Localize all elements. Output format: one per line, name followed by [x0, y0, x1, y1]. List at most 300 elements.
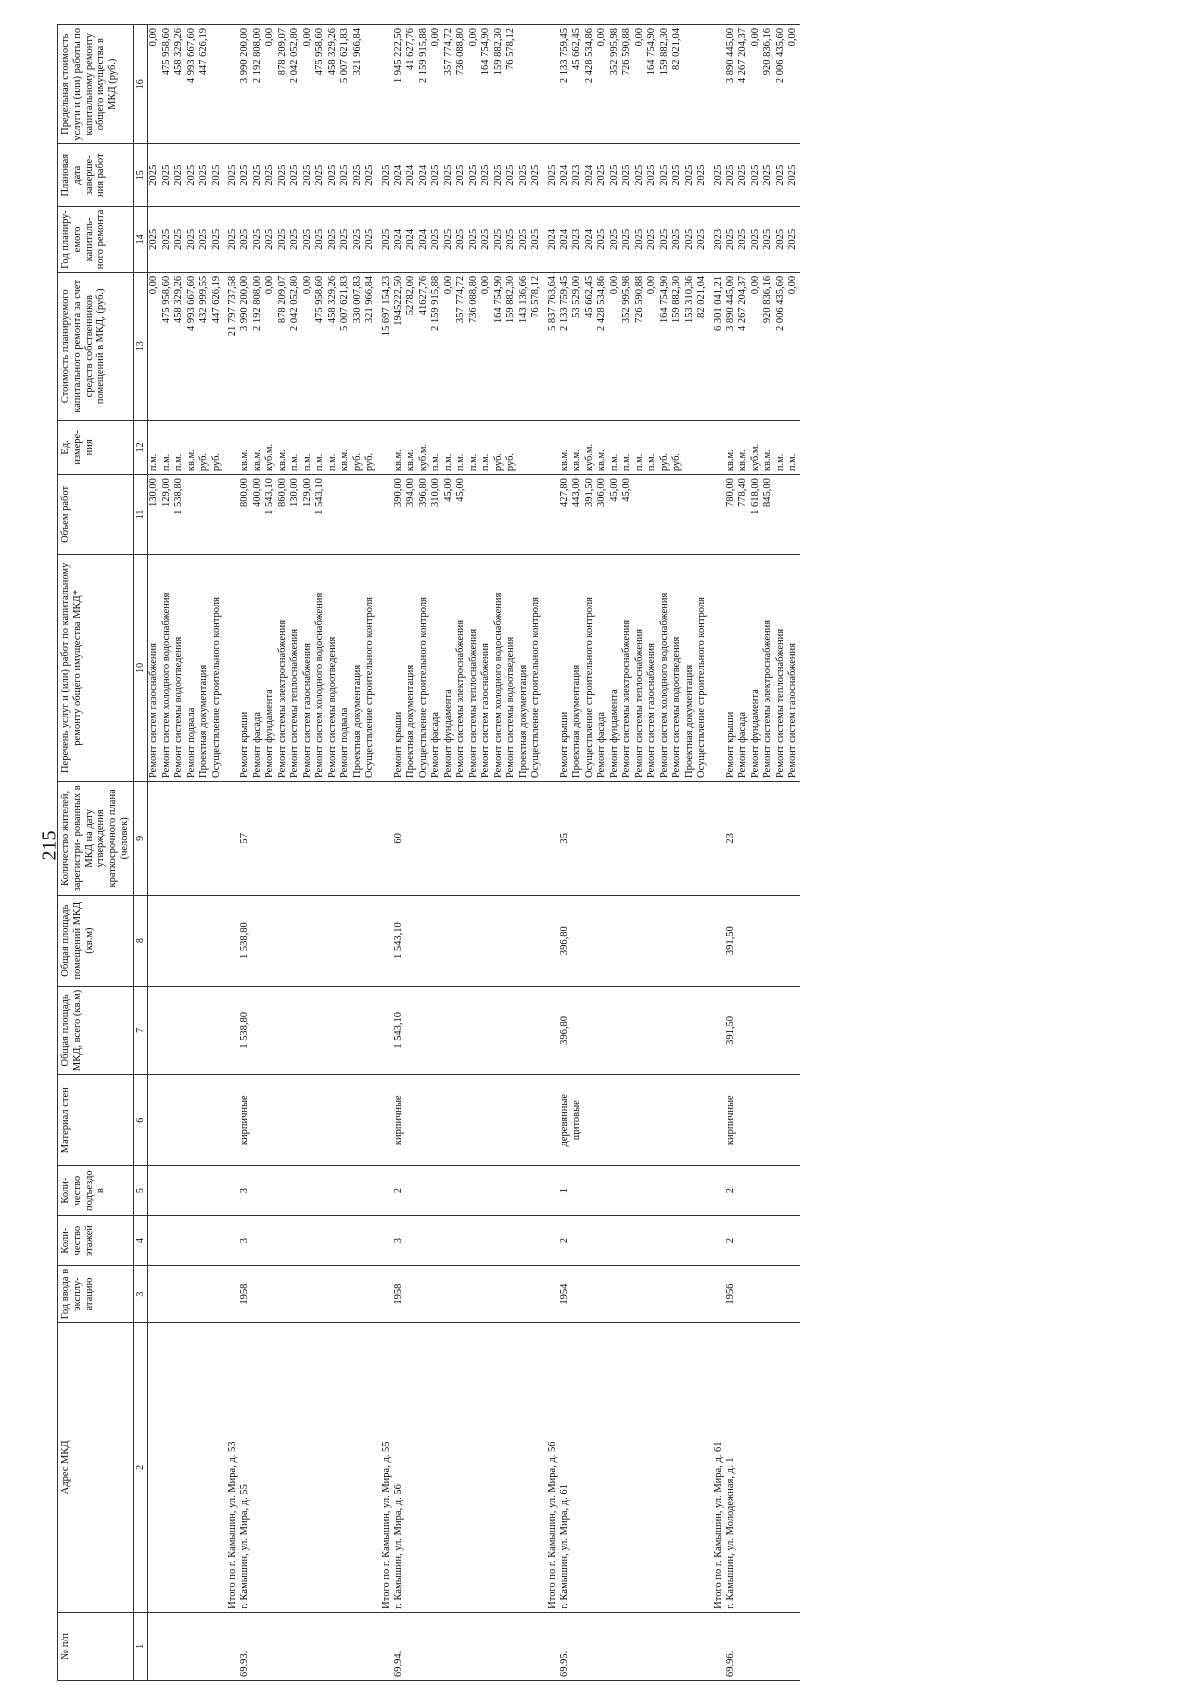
- empty-cell: [377, 1216, 393, 1266]
- unit-item: куб.м.: [264, 443, 276, 472]
- date-item: 2025: [301, 164, 313, 186]
- limit-item: 2 192 808,00: [251, 28, 263, 84]
- year-item: 2025: [148, 228, 159, 250]
- total-row: [223, 25, 239, 1681]
- work-item: Ремонт фасада: [737, 712, 749, 779]
- work-item: Ремонт крыши: [724, 711, 736, 779]
- residents-count: 57: [239, 782, 377, 896]
- empty-cell: [709, 475, 725, 555]
- total-row: [377, 25, 393, 1681]
- cost-item: 2 428 534,86: [596, 275, 608, 331]
- volume-item: 400,00: [251, 478, 263, 508]
- cost-item: 41627,76: [417, 275, 429, 316]
- year-item: 2025: [749, 228, 761, 250]
- empty-cell: [223, 420, 239, 475]
- area-rooms: 1 543,10: [393, 895, 543, 986]
- entrances-count: 3: [239, 1166, 377, 1216]
- work-item: Ремонт фасада: [251, 712, 263, 779]
- entrances-count: [148, 1166, 224, 1216]
- limit-item: 2 042 052,80: [289, 28, 301, 84]
- total-label: Итого по г. Камышин, ул. Мира, д. 61: [709, 1322, 725, 1612]
- costs-list: [725, 272, 800, 420]
- date-item: 2025: [724, 164, 736, 186]
- empty-cell: [223, 986, 239, 1075]
- date-item: 2025: [683, 164, 695, 186]
- work-item: Ремонт фундамента: [749, 689, 761, 779]
- year-item: 2025: [264, 228, 276, 250]
- cost-item: 475 958,60: [314, 275, 326, 324]
- date-item: 2025: [185, 164, 197, 186]
- limit-item: 4 993 667,60: [185, 28, 197, 84]
- work-item: Проектная документация: [683, 664, 695, 779]
- empty-cell: [543, 1612, 559, 1680]
- date-item: 2025: [314, 164, 326, 186]
- volume-item: 45,00: [621, 478, 633, 502]
- empty-cell: [377, 475, 393, 555]
- limits-list: [148, 25, 224, 144]
- unit-item: кв.м.: [339, 449, 351, 472]
- unit-item: п.м.: [301, 453, 313, 472]
- limits-list: [239, 25, 377, 144]
- cost-item: 3 890 445,00: [724, 275, 736, 331]
- year-item: 2025: [185, 228, 197, 250]
- date-item: 2025: [480, 164, 492, 186]
- work-item: Ремонт систем холодного водоснабжения: [160, 592, 172, 779]
- volume-item: 45,00: [455, 478, 467, 502]
- year-item: 2025: [596, 228, 608, 250]
- entrances-count: 2: [725, 1166, 800, 1216]
- volume-item: 860,00: [276, 478, 288, 508]
- total-limit: [709, 25, 725, 144]
- total-label: Итого по г. Камышин, ул. Мира, д. 56: [543, 1322, 559, 1612]
- year-item: 2025: [608, 228, 620, 250]
- year-item: 2025: [339, 228, 351, 250]
- capital-repair-table: [57, 24, 800, 1681]
- year-item: 2025: [442, 228, 454, 250]
- limit-item: 357 774,72: [442, 28, 454, 76]
- col-header-limit: Предельная стоимость услуги и (или) работы по капитальному ремонту общего имущества в МКД (руб.): [58, 25, 134, 144]
- cost-item: 878 209,07: [276, 275, 288, 324]
- empty-cell: [543, 1166, 559, 1216]
- empty-cell: [709, 895, 725, 986]
- date-item: 2025: [160, 164, 172, 186]
- column-number: 2: [133, 1322, 148, 1612]
- col-header-area-rooms: Общая площадь помещений МКД (кв.м): [58, 895, 134, 986]
- year-item: 2025: [173, 228, 184, 250]
- limit-item: 3 990 200,00: [239, 28, 251, 84]
- empty-cell: [377, 986, 393, 1075]
- col-header-volume: Объем работ: [58, 475, 134, 555]
- cost-item: 330 007,83: [351, 275, 363, 324]
- cost-item: 159 882,30: [505, 275, 517, 324]
- unit-item: руб.: [492, 452, 504, 472]
- year-item: 2024: [417, 228, 429, 250]
- empty-cell: [543, 1266, 559, 1323]
- unit-item: руб.: [351, 452, 363, 472]
- year-item: 2025: [658, 228, 670, 250]
- year-item: 2025: [276, 228, 288, 250]
- cost-item: 736 088,80: [467, 275, 479, 324]
- year-item: 2025: [301, 228, 313, 250]
- year-item: 2025: [683, 228, 695, 250]
- total-date: 2025: [377, 144, 393, 207]
- date-item: 2025: [239, 164, 251, 186]
- limit-item: 878 209,07: [276, 28, 288, 76]
- volumes-list: [725, 475, 800, 555]
- year-item: 2025: [480, 228, 492, 250]
- year-item: 2025: [239, 228, 251, 250]
- total-label: Итого по г. Камышин, ул. Мира, д. 53: [223, 1322, 239, 1612]
- limit-item: 0,00: [430, 28, 442, 47]
- unit-item: руб.: [364, 452, 376, 472]
- limit-item: 5 007 621,83: [339, 28, 351, 84]
- cost-item: 0,00: [646, 275, 658, 295]
- total-row: [709, 25, 725, 1681]
- column-number: 8: [133, 895, 148, 986]
- cost-item: 321 966,84: [364, 275, 376, 324]
- residents-count: [148, 782, 224, 896]
- year-item: 2025: [787, 228, 799, 250]
- work-item: Ремонт системы теплоснабжения: [289, 628, 301, 779]
- date-item: 2024: [583, 164, 595, 186]
- unit-item: п.м.: [633, 453, 645, 472]
- cost-item: 5 007 621,83: [339, 275, 351, 331]
- empty-cell: [543, 1075, 559, 1166]
- commissioning-year: 1954: [559, 1266, 709, 1323]
- limit-item: 0,00: [633, 28, 645, 47]
- limit-item: 352 995,98: [608, 28, 620, 76]
- commissioning-year: [148, 1266, 224, 1323]
- total-label: Итого по г. Камышин, ул. Мира, д. 55: [377, 1322, 393, 1612]
- date-item: 2025: [326, 164, 338, 186]
- date-item: 2023: [571, 164, 583, 186]
- unit-item: кв.м.: [405, 449, 417, 472]
- limit-item: 0,00: [787, 28, 799, 47]
- costs-list: [559, 272, 709, 420]
- date-item: 2025: [633, 164, 645, 186]
- year-item: 2025: [737, 228, 749, 250]
- limit-item: 475 958,60: [160, 28, 172, 76]
- limit-item: 0,00: [148, 28, 159, 47]
- date-item: 2025: [455, 164, 467, 186]
- date-item: 2025: [658, 164, 670, 186]
- unit-item: п.м.: [467, 453, 479, 472]
- work-item: Ремонт фундамента: [264, 689, 276, 779]
- address: г. Камышин, ул. Мира, д. 55: [239, 1322, 377, 1612]
- limit-item: 41 627,76: [405, 28, 417, 70]
- volume-item: 845,00: [762, 478, 774, 508]
- cost-item: 432 999,55: [198, 275, 209, 324]
- unit-item: куб.м.: [749, 443, 761, 472]
- work-item: Проектная документация: [405, 664, 417, 779]
- column-number: 16: [133, 25, 148, 144]
- floors-count: [148, 1216, 224, 1266]
- date-item: 2025: [596, 164, 608, 186]
- empty-cell: [223, 895, 239, 986]
- years-list: [148, 206, 224, 272]
- col-header-year: Год ввода в эксплу- атацию: [58, 1266, 134, 1323]
- cost-item: 52782,00: [405, 275, 417, 316]
- date-item: 2025: [148, 164, 159, 186]
- empty-cell: [223, 1216, 239, 1266]
- works-list: [559, 554, 709, 781]
- limit-item: 4 267 204,37: [737, 28, 749, 84]
- year-item: 2025: [696, 228, 708, 250]
- work-item: Ремонт подвала: [339, 707, 351, 779]
- col-header-num: № п/п: [58, 1612, 134, 1680]
- year-item: 2025: [671, 228, 683, 250]
- cost-item: 475 958,60: [160, 275, 172, 324]
- cost-item: 2 042 052,80: [289, 275, 301, 331]
- unit-item: п.м.: [480, 453, 492, 472]
- unit-item: руб.: [198, 452, 209, 472]
- cost-item: 164 754,90: [492, 275, 504, 324]
- work-item: Ремонт системы электроснабжения: [762, 619, 774, 779]
- entrances-count: 2: [393, 1166, 543, 1216]
- column-number: 15: [133, 144, 148, 207]
- unit-item: п.м.: [442, 453, 454, 472]
- cost-item: 352 995,98: [621, 275, 633, 324]
- limit-item: 736 088,80: [455, 28, 467, 76]
- unit-item: кв.м.: [276, 449, 288, 472]
- limit-item: 0,00: [749, 28, 761, 47]
- column-number: 11: [133, 475, 148, 555]
- header-row: [58, 25, 134, 1681]
- unit-item: кв.м.: [762, 449, 774, 472]
- unit-item: руб.: [658, 452, 670, 472]
- volume-item: 391,50: [583, 478, 595, 508]
- dates-list: [393, 144, 543, 207]
- unit-item: кв.м.: [185, 449, 197, 472]
- work-item: Ремонт систем газоснабжения: [646, 643, 658, 779]
- unit-item: куб.м.: [417, 443, 429, 472]
- date-item: 2025: [198, 164, 209, 186]
- work-item: Ремонт систем газоснабжения: [787, 643, 799, 779]
- limit-item: 82 021,04: [671, 28, 683, 70]
- units-list: [725, 420, 800, 475]
- date-item: 2025: [774, 164, 786, 186]
- work-item: Осуществление строительного контроля: [583, 597, 595, 779]
- year-item: 2024: [392, 228, 404, 250]
- empty-cell: [223, 1166, 239, 1216]
- unit-item: п.м.: [314, 453, 326, 472]
- cost-item: 4 267 204,37: [737, 275, 749, 331]
- column-number: 10: [133, 554, 148, 781]
- total-year: 2025: [377, 206, 393, 272]
- cost-item: 920 836,16: [762, 275, 774, 324]
- unit-item: кв.м.: [571, 449, 583, 472]
- date-item: 2025: [276, 164, 288, 186]
- total-cost: 21 797 737,58: [223, 272, 239, 420]
- work-item: Ремонт системы водоотведения: [505, 636, 517, 779]
- wall-material: кирпичные: [239, 1075, 377, 1166]
- date-item: 2025: [339, 164, 351, 186]
- floors-count: 2: [559, 1216, 709, 1266]
- volume-item: 427,80: [558, 478, 570, 508]
- volume-item: 443,00: [571, 478, 583, 508]
- work-item: Ремонт систем газоснабжения: [480, 643, 492, 779]
- total-cost: 6 301 041,21: [709, 272, 725, 420]
- limit-item: 920 836,16: [762, 28, 774, 76]
- cost-item: 3 990 200,00: [239, 275, 251, 331]
- date-item: 2024: [417, 164, 429, 186]
- total-date: 2025: [709, 144, 725, 207]
- wall-material: деревянные щитовые: [559, 1075, 709, 1166]
- unit-item: кв.м.: [724, 449, 736, 472]
- entrances-count: 1: [559, 1166, 709, 1216]
- limit-item: 321 966,84: [351, 28, 363, 76]
- limit-item: 726 590,88: [621, 28, 633, 76]
- work-item: Ремонт систем холодного водоснабжения: [658, 592, 670, 779]
- date-item: 2025: [762, 164, 774, 186]
- column-number: 13: [133, 272, 148, 420]
- volume-item: 129,00: [160, 478, 172, 508]
- empty-cell: [377, 1612, 393, 1680]
- table-body: [148, 25, 800, 1681]
- year-item: 2025: [314, 228, 326, 250]
- year-item: 2025: [774, 228, 786, 250]
- total-year: 2025: [223, 206, 239, 272]
- address: г. Камышин, ул. Мира, д. 61: [559, 1322, 709, 1612]
- units-list: [148, 420, 224, 475]
- volume-item: 390,00: [392, 478, 404, 508]
- year-item: 2025: [492, 228, 504, 250]
- date-item: 2025: [430, 164, 442, 186]
- column-number: 14: [133, 206, 148, 272]
- works-list: [393, 554, 543, 781]
- empty-cell: [543, 1216, 559, 1266]
- total-date: 2025: [223, 144, 239, 207]
- col-header-repair-year: Год планиру- емого капиталь- ного ремонта: [58, 206, 134, 272]
- cost-item: 0,00: [148, 275, 159, 295]
- date-item: 2025: [289, 164, 301, 186]
- date-item: 2025: [264, 164, 276, 186]
- limit-item: 0,00: [301, 28, 313, 47]
- unit-item: п.м.: [608, 453, 620, 472]
- wall-material: [148, 1075, 224, 1166]
- empty-cell: [543, 782, 559, 896]
- limit-item: 2 133 759,45: [558, 28, 570, 84]
- limit-item: 2 159 915,88: [417, 28, 429, 84]
- work-item: Ремонт системы электроснабжения: [455, 619, 467, 779]
- date-item: 2025: [621, 164, 633, 186]
- year-item: 2025: [762, 228, 774, 250]
- limit-item: 159 882,30: [492, 28, 504, 76]
- year-item: 2025: [646, 228, 658, 250]
- area-rooms: 391,50: [725, 895, 800, 986]
- cost-item: 0,00: [749, 275, 761, 295]
- cost-item: 0,00: [787, 275, 799, 295]
- year-item: 2025: [621, 228, 633, 250]
- col-header-area-total: Общая площадь МКД, всего (кв.м): [58, 986, 134, 1075]
- limit-item: 2 006 435,60: [774, 28, 786, 84]
- work-item: Ремонт системы водоотведения: [671, 636, 683, 779]
- date-item: 2025: [492, 164, 504, 186]
- cost-item: 458 329,26: [173, 275, 184, 324]
- work-item: Ремонт системы электроснабжения: [276, 619, 288, 779]
- volume-item: 1 543,10: [264, 478, 276, 515]
- total-limit: [223, 25, 239, 144]
- empty-cell: [709, 554, 725, 781]
- empty-cell: [223, 475, 239, 555]
- cost-item: 2 006 435,60: [774, 275, 786, 331]
- area-total: 396,80: [559, 986, 709, 1075]
- volume-item: 1 543,10: [314, 478, 326, 515]
- date-item: 2024: [558, 164, 570, 186]
- dates-list: [725, 144, 800, 207]
- year-item: 2025: [251, 228, 263, 250]
- date-item: 2025: [749, 164, 761, 186]
- date-item: 2025: [467, 164, 479, 186]
- unit-item: п.м.: [646, 453, 658, 472]
- works-list: [148, 554, 224, 781]
- year-item: 2023: [571, 228, 583, 250]
- unit-item: п.м.: [326, 453, 338, 472]
- volumes-list: [559, 475, 709, 555]
- units-list: [559, 420, 709, 475]
- column-number: 6: [133, 1075, 148, 1166]
- work-item: Ремонт систем холодного водоснабжения: [314, 592, 326, 779]
- commissioning-year: 1958: [239, 1266, 377, 1323]
- work-item: Ремонт системы теплоснабжения: [633, 628, 645, 779]
- address: г. Камышин, ул. Молодежная, д. 1: [725, 1322, 800, 1612]
- date-item: 2025: [696, 164, 708, 186]
- year-item: 2025: [455, 228, 467, 250]
- col-header-end-date: Плановая дата заверше- ния работ: [58, 144, 134, 207]
- unit-item: п.м.: [621, 453, 633, 472]
- works-list: [239, 554, 377, 781]
- year-item: 2025: [724, 228, 736, 250]
- address: [148, 1322, 224, 1612]
- costs-list: [148, 272, 224, 420]
- empty-cell: [223, 1075, 239, 1166]
- work-item: Проектная документация: [517, 664, 529, 779]
- date-item: 2025: [251, 164, 263, 186]
- cost-item: 357 774,72: [455, 275, 467, 324]
- unit-item: кв.м.: [737, 449, 749, 472]
- volume-item: 45,00: [608, 478, 620, 502]
- date-item: 2025: [646, 164, 658, 186]
- unit-item: п.м.: [787, 453, 799, 472]
- column-number-row: [133, 25, 148, 1681]
- cost-item: 76 578,12: [530, 275, 542, 318]
- limits-list: [559, 25, 709, 144]
- limit-item: 475 958,60: [314, 28, 326, 76]
- dates-list: [239, 144, 377, 207]
- table-row: [148, 25, 224, 1681]
- work-item: Ремонт подвала: [185, 707, 197, 779]
- total-cost: 5 837 763,64: [543, 272, 559, 420]
- cost-item: 159 882,30: [671, 275, 683, 324]
- unit-item: п.м.: [430, 453, 442, 472]
- years-list: [239, 206, 377, 272]
- address: г. Камышин, ул. Мира, д. 56: [393, 1322, 543, 1612]
- col-header-cost: Стоимость планируемого капитального ремонта за счет средств собственников помещений в МКД, (руб.): [58, 272, 134, 420]
- date-item: 2024: [392, 164, 404, 186]
- rotated-table-wrapper: [57, 24, 1087, 1681]
- row-number: 69.96.: [725, 1612, 800, 1680]
- total-year: 2023: [709, 206, 725, 272]
- limit-item: 1 945 222,50: [392, 28, 404, 84]
- empty-cell: [709, 1216, 725, 1266]
- cost-item: 53 529,00: [571, 275, 583, 318]
- cost-item: 0,00: [442, 275, 454, 295]
- empty-cell: [543, 420, 559, 475]
- volume-item: 130,00: [148, 478, 159, 508]
- cost-item: 0,00: [480, 275, 492, 295]
- limit-item: 2 428 534,86: [583, 28, 595, 84]
- limit-item: 0,00: [264, 28, 276, 47]
